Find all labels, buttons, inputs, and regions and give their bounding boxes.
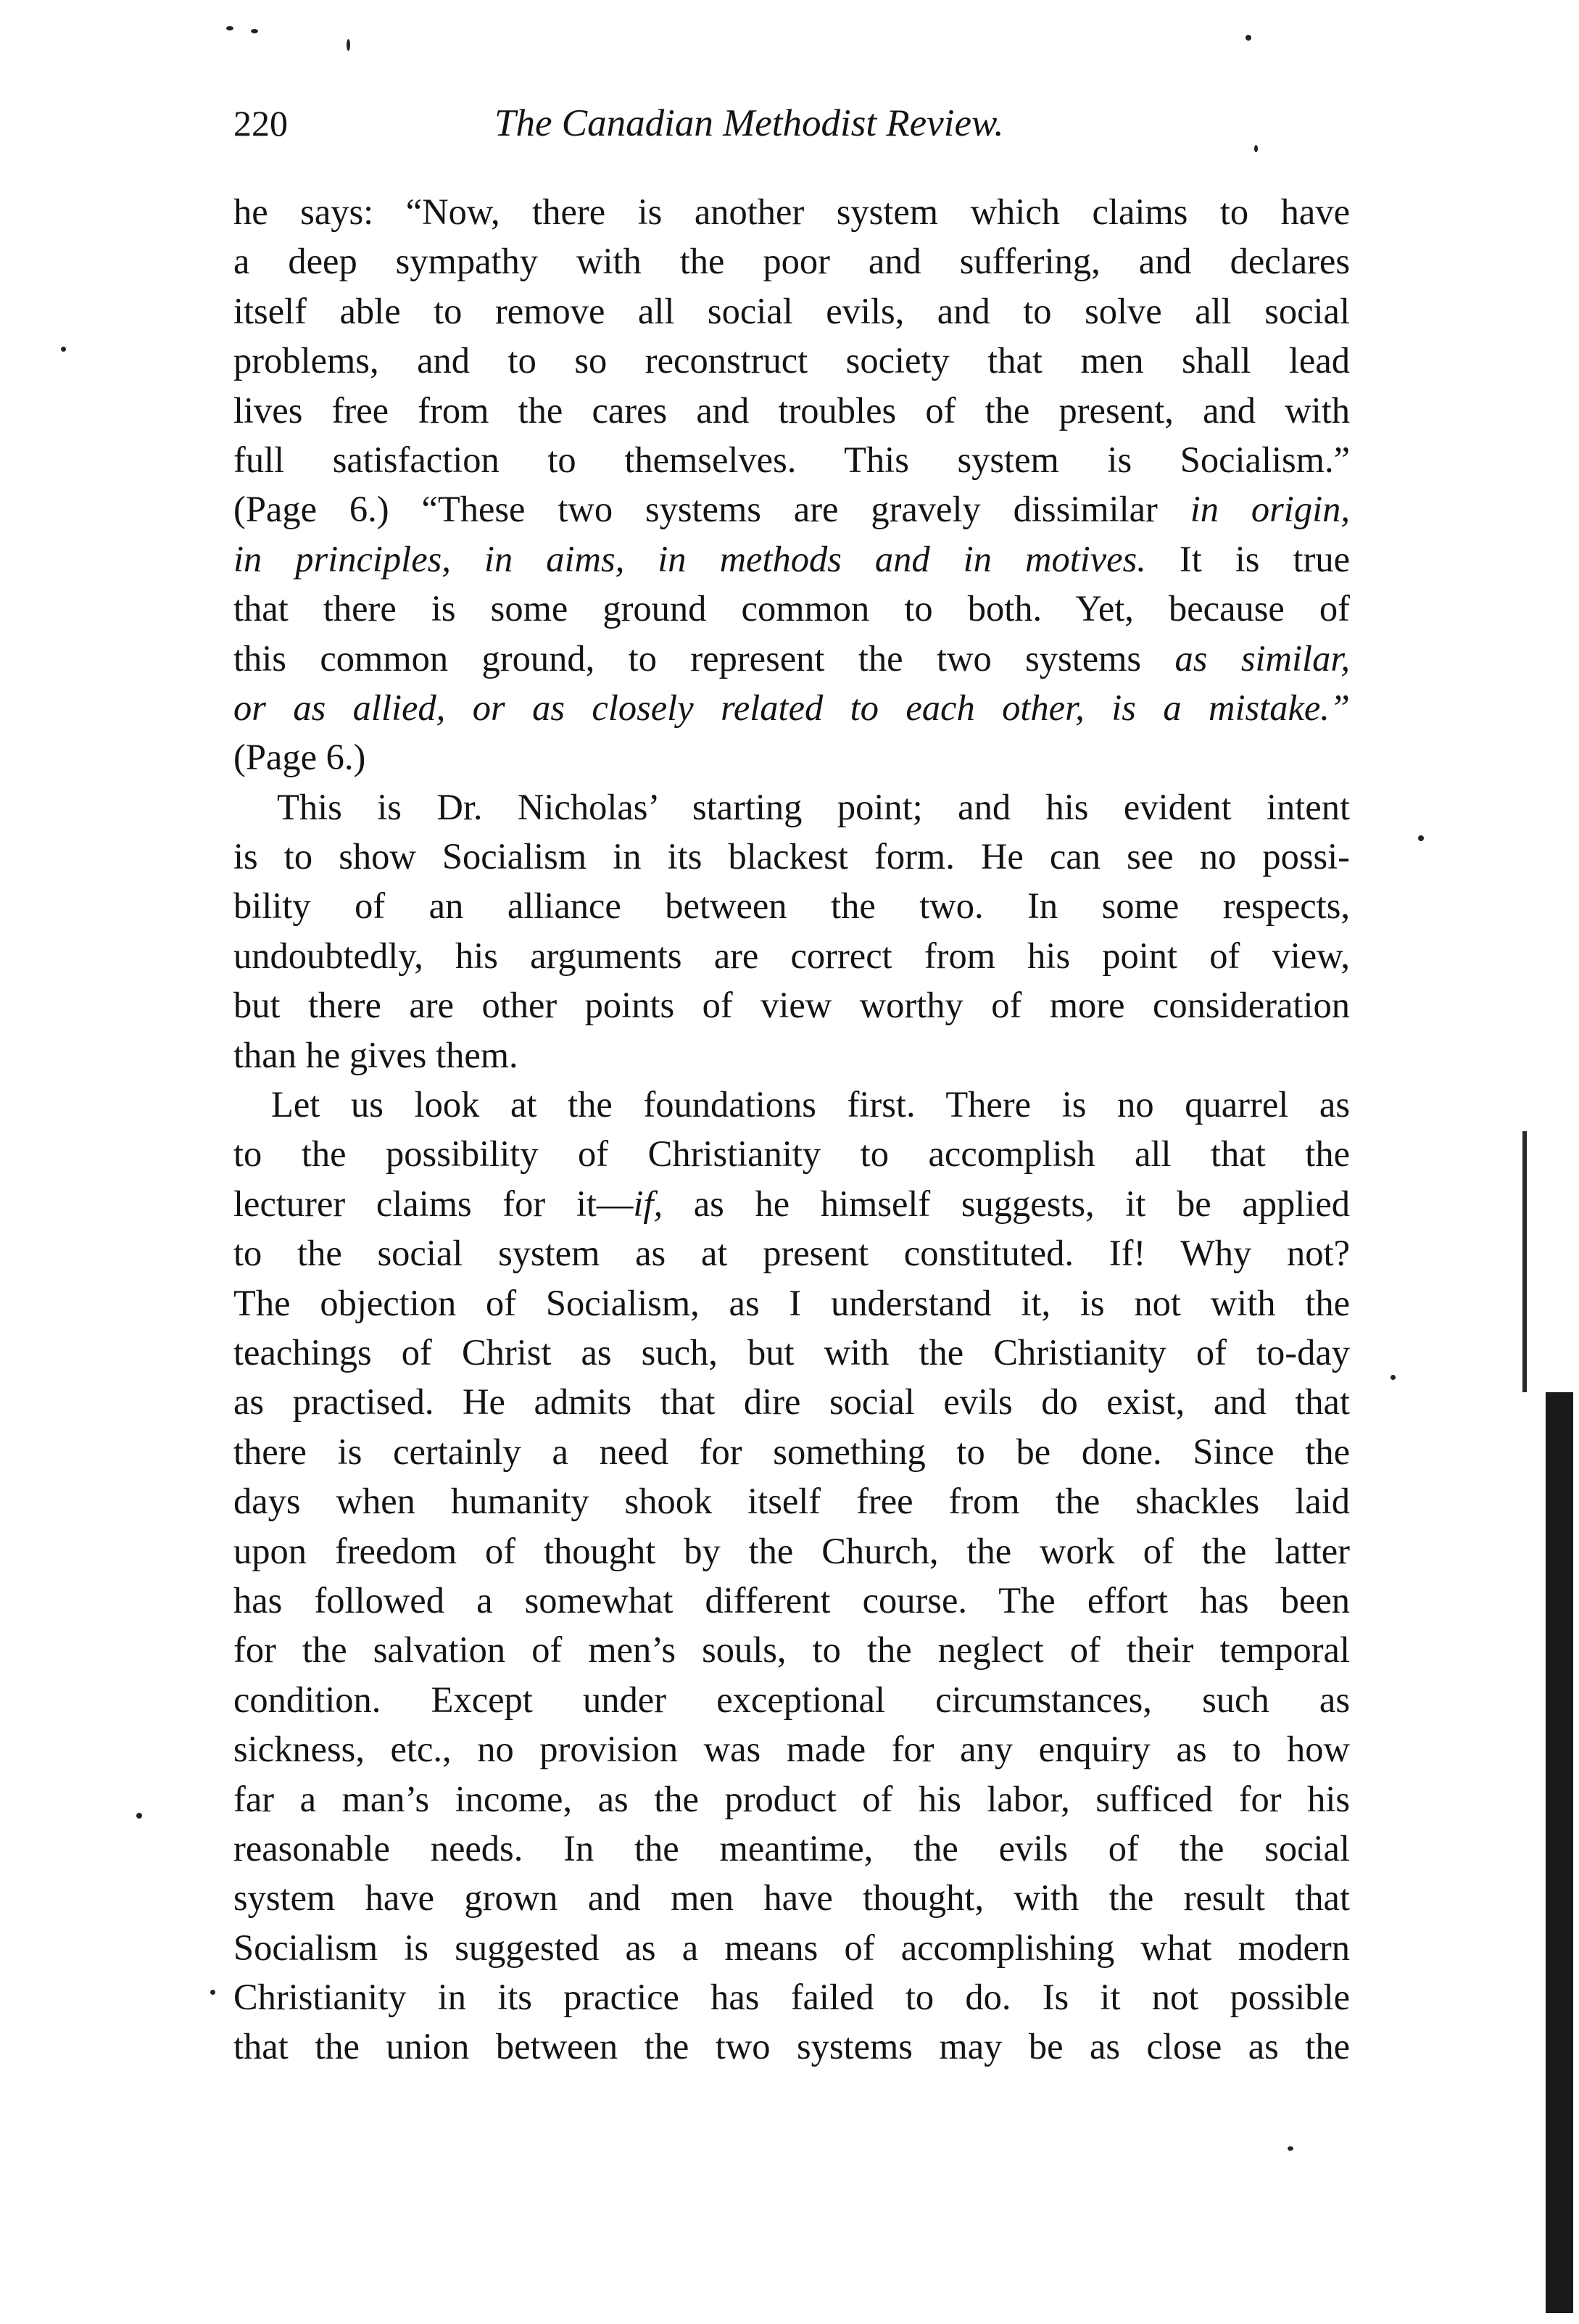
text-line: system have grown and men have thought, with the result that (233, 1877, 1350, 1919)
scan-speck (210, 1990, 215, 1995)
text-line: or as allied, or as closely related to each other, is a mistake.” (233, 687, 1350, 728)
scan-speck (1254, 145, 1258, 152)
text-line: (Page 6.) (233, 737, 366, 778)
text-line: as practised. He admits that dire social evils do exist, and that (233, 1381, 1350, 1423)
running-title: The Canadian Methodist Review. (494, 102, 1004, 144)
scan-speck (347, 39, 350, 51)
text-line: reasonable needs. In the meantime, the evils of the social (233, 1827, 1350, 1869)
text-line: (Page 6.) “These two systems are gravely dissimilar in origin, (233, 489, 1350, 530)
text-line: sickness, etc., no provision was made for any enquiry as to how (233, 1729, 1350, 1770)
scan-edge-shadow-thin (1522, 1131, 1527, 1392)
text-line: lecturer claims for it—if, as he himself suggests, it be applied (233, 1183, 1350, 1224)
text-line: has followed a somewhat different course. The effort has been (233, 1579, 1350, 1621)
scan-speck (1391, 1375, 1396, 1380)
text-line: upon freedom of thought by the Church, the work of the latter (233, 1530, 1350, 1571)
text-line: bility of an alliance between the two. In some respects, (233, 885, 1350, 927)
scan-speck (251, 29, 258, 33)
text-line: far a man’s income, as the product of his labor, sufficed for his (233, 1778, 1350, 1819)
text-line: condition. Except under exceptional circumstances, such as (233, 1679, 1350, 1720)
scan-speck (1288, 2146, 1293, 2151)
body-text (233, 187, 1350, 2072)
text-line: a deep sympathy with the poor and suffering, and declares (233, 241, 1350, 282)
text-line: this common ground, to represent the two systems as similar, (233, 637, 1351, 679)
text-line: in principles, in aims, in methods and in motives. It is true (233, 538, 1350, 579)
text-line: full satisfaction to themselves. This system is Socialism.” (233, 439, 1350, 480)
text-line: there is certainly a need for something to be done. Since the (233, 1431, 1350, 1472)
text-line: days when humanity shook itself free from the shackles laid (233, 1481, 1350, 1522)
text-line: problems, and to so reconstruct society that men shall lead (233, 340, 1350, 381)
text-line: lives free from the cares and troubles of the present, and with (233, 389, 1350, 431)
text-line: is to show Socialism in its blackest form. He can see no possi- (233, 836, 1350, 877)
text-line: Socialism is suggested as a means of accomplishing what modern (233, 1927, 1350, 1968)
scan-speck (1246, 35, 1251, 41)
text-line: teachings of Christ as such, but with the Christianity of to-day (233, 1331, 1350, 1373)
text-line: The objection of Socialism, as I understand it, is not with the (233, 1282, 1350, 1323)
scan-speck (226, 26, 233, 30)
paragraph-start-line: This is Dr. Nicholas’ starting point; and his evident intent (277, 786, 1350, 827)
text-line: that the union between the two systems may be as close as the (233, 2026, 1350, 2067)
scan-speck (1418, 835, 1424, 841)
text-line: than he gives them. (233, 1034, 518, 1075)
text-line: for the salvation of men’s souls, to the neglect of their temporal (233, 1629, 1350, 1671)
scan-speck (136, 1813, 142, 1819)
text-line: undoubtedly, his arguments are correct from his point of view, (233, 935, 1350, 976)
text-line: but there are other points of view worthy of more consideration (233, 985, 1350, 1026)
scan-edge-shadow (1546, 1392, 1573, 2313)
text-line: to the social system as at present constituted. If! Why not? (233, 1233, 1350, 1274)
text-line: itself able to remove all social evils, and to solve all social (233, 290, 1350, 331)
paragraph-start-line: Let us look at the foundations first. There is no quarrel as (271, 1084, 1350, 1125)
text-line: he says: “Now, there is another system which claims to have (233, 191, 1350, 232)
page-header (233, 102, 1350, 160)
scan-speck (61, 347, 66, 352)
page-number: 220 (233, 103, 288, 144)
text-line: that there is some ground common to both. Yet, because of (233, 588, 1350, 629)
text-line: Christianity in its practice has failed to do. Is it not possible (233, 1977, 1350, 2018)
text-line: to the possibility of Christianity to accomplish all that the (233, 1133, 1350, 1175)
